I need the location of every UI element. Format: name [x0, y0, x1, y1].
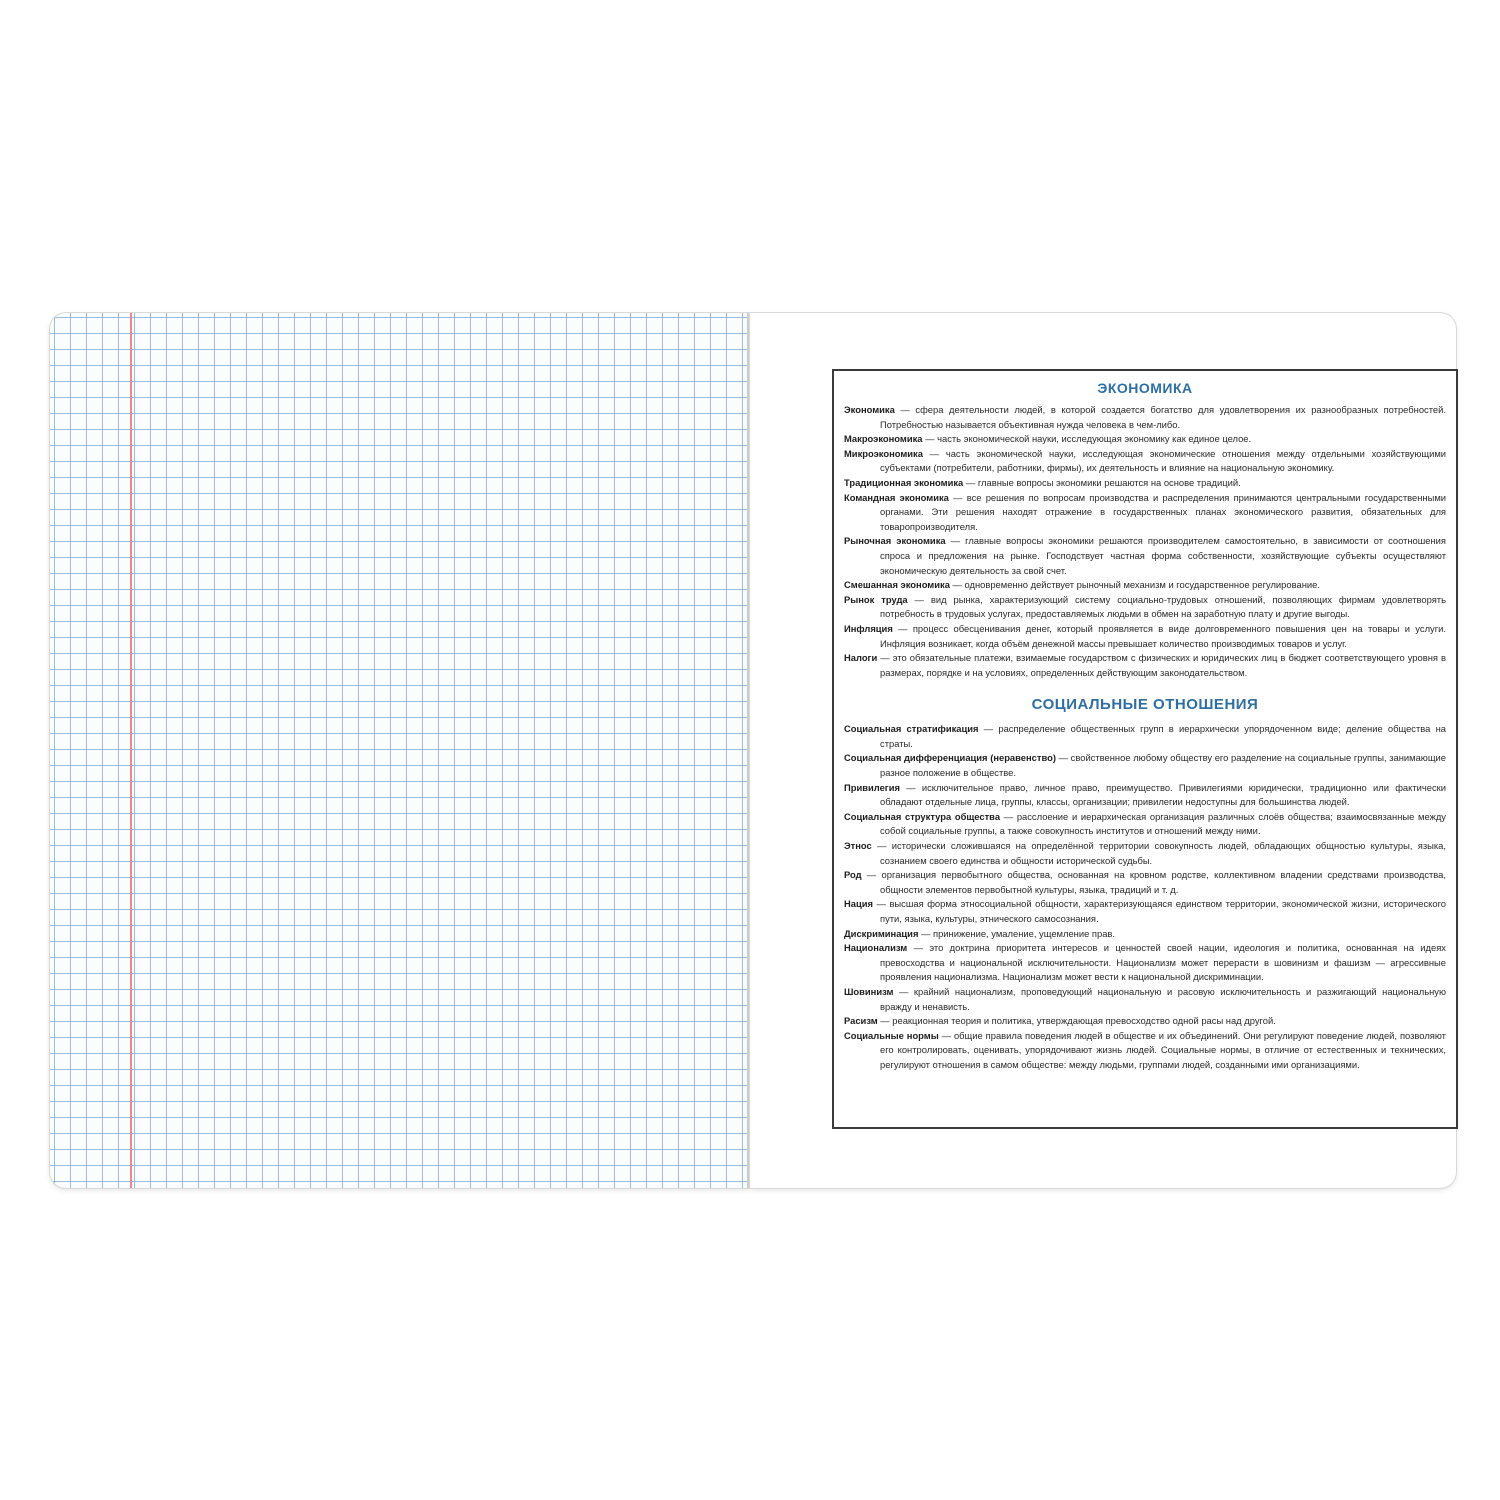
definition-term: Социальная структура общества: [844, 810, 1001, 822]
definition-text: — общие правила поведения людей в обществе и их объединений. Они регулируют поведение людей, позволяют его контролировать, оценивать, упорядочивают жизнь людей. Социальные нормы, в отличие от естественных и технических, регулируют отношения в самом обществе: между людьми, группами людей, созданными ими организациями.: [880, 1029, 1446, 1070]
definition-term: Социальная дифференциация (неравенство): [844, 752, 1056, 764]
definition-term: Национализм: [844, 942, 908, 954]
definition-text: — одновременно действует рыночный механизм и государственное регулирование.: [949, 579, 1320, 591]
definition-entry: [844, 839, 1446, 868]
definition-term: Расизм: [844, 1015, 878, 1027]
economics-list: [844, 403, 1446, 680]
definition-text: — часть экономической науки, исследующая экономику как единое целое.: [922, 433, 1252, 445]
definition-term: Командная экономика: [844, 491, 949, 503]
definition-text: — крайний национализм, проповедующий национальную и расовую исключительность и разжигающий национальную вражду и ненависть.: [880, 985, 1446, 1012]
definition-entry: [844, 491, 1446, 535]
definition-text: — распределение общественных групп в иерархически упорядоченном виде; деление общества на страты.: [880, 723, 1446, 749]
definition-term: Рынок труда: [844, 593, 908, 605]
social-list: [844, 722, 1446, 1072]
definition-term: Макроэкономика: [844, 433, 923, 445]
definition-term: Нация: [844, 898, 873, 910]
definition-term: Социальные нормы: [844, 1029, 939, 1041]
definition-entry: [844, 1014, 1446, 1029]
definition-text: — главные вопросы экономики решаются производителем самостоятельно, в зависимости от соотношения спроса и предложения на рынке. Господствует частная форма собственности, хозяйствующие субъекты осуществляют экономическую деятельность за свой счет.: [880, 535, 1446, 576]
definition-entry: [844, 432, 1446, 447]
definition-entry: [844, 403, 1446, 432]
definition-text: — высшая форма этносоциальной общности, характеризующаяся единством территории, экономической жизни, исторического пути, языка, культуры, этнического самосознания.: [872, 898, 1446, 924]
definition-text: — часть экономической науки, исследующая экономические отношения между отдельными хозяйствующими субъектами (потребители, работники, фирмы), их деятельность и влияние на национальную экономику.: [880, 447, 1446, 474]
definition-entry: [844, 941, 1446, 985]
definition-entry: [844, 927, 1446, 942]
definition-text: — вид рынка, характеризующий систему социально-трудовых отношений, позволяющих фирмам удовлетворять потребность в трудовых услугах, предоставляемых людьми в обмен на заработную плату и другие выгоды.: [880, 593, 1446, 620]
reference-page: [750, 313, 1456, 1188]
definition-text: — это обязательные платежи, взимаемые государством с физических и юридических лиц в бюджет соответствующего уровня в размерах, порядке и на условиях, определенных действующим законодательством.: [877, 652, 1446, 678]
grid-page: [50, 313, 748, 1188]
definition-entry: [844, 534, 1446, 578]
definition-text: — свойственное любому обществу его разделение на социальные группы, занимающие разное положение в обществе.: [880, 752, 1446, 779]
definition-entry: [844, 985, 1446, 1014]
definition-entry: [844, 651, 1446, 680]
definition-entry: [844, 810, 1446, 839]
economics-title: ЭКОНОМИКА: [1097, 380, 1193, 396]
definition-entry: [844, 593, 1446, 622]
definition-text: — реакционная теория и политика, утверждающая превосходство одной расы над другой.: [877, 1015, 1276, 1027]
definition-entry: [844, 868, 1446, 897]
definition-text: — все решения по вопросам производства и распределения принимаются центральными государственными органами. Эти решения находят отражение в государственных планах экономического развития, обязательных для товаропроизводителя.: [880, 491, 1446, 532]
definition-entry: [844, 722, 1446, 751]
definition-entry: [844, 1029, 1446, 1073]
definition-term: Этнос: [844, 840, 872, 852]
definition-term: Дискриминация: [844, 927, 919, 939]
definition-text: — это доктрина приоритета интересов и ценностей своей нации, идеология и политика, основанная на идеях превосходства и национальной исключительности. Национализм может перерасти в шовинизм и фашизм — агрессивные проявления национализма. Национализм может вести к национальной дискриминации.: [880, 942, 1446, 983]
definition-text: — расслоение и иерархическая организация различных слоёв общества; взаимосвязанные между собой социальные группы, а также совокупность институтов и отношений между ними.: [880, 810, 1446, 837]
definition-term: Экономика: [844, 404, 895, 415]
definition-term: Шовинизм: [844, 985, 894, 997]
definition-entry: [844, 447, 1446, 476]
margin-line: [130, 313, 132, 1188]
definition-text: — главные вопросы экономики решаются на основе традиций.: [963, 476, 1241, 488]
definition-entry: [844, 622, 1446, 651]
definition-term: Микроэкономика: [844, 447, 923, 459]
definition-text: — процесс обесценивания денег, который проявляется в виде долговременного повышения цен на товары и услуги. Инфляция возникает, когда объём денежной массы превышает количество производимых товаров и услуг.: [880, 622, 1446, 649]
definition-term: Традиционная экономика: [844, 476, 964, 488]
definition-term: Налоги: [844, 652, 878, 664]
definition-entry: [844, 476, 1446, 491]
definition-text: — организация первобытного общества, основанная на кровном родстве, коллективном владении средствами производства, общности элементов первобытной культуры, языка, традиций и т. д.: [861, 869, 1446, 895]
social-title: СОЦИАЛЬНЫЕ ОТНОШЕНИЯ: [1031, 696, 1259, 714]
definition-text: — исторически сложившаяся на определённой территории совокупность людей, обладающих общностью культуры, языка, сознанием своего единства и общности исторической судьбы.: [871, 840, 1446, 866]
definition-entry: [844, 897, 1446, 926]
definition-entry: [844, 781, 1446, 810]
reference-frame: [832, 369, 1458, 1129]
definition-term: Привилегия: [844, 781, 900, 793]
definition-term: Смешанная экономика: [844, 579, 950, 591]
definition-text: — сфера деятельности людей, в которой создается богатство для удовлетворения их разнообразных потребностей. Потребностью называется объективная нужда человека в чем-либо.: [880, 404, 1446, 430]
definition-text: — исключительное право, личное право, преимущество. Привилегиями юридически, традиционно или фактически обладают отдельные лица, группы, классы, организации; привилегии недоступны для большинства людей.: [880, 781, 1446, 808]
definition-entry: [844, 751, 1446, 780]
definition-entry: [844, 578, 1446, 593]
definition-term: Род: [844, 869, 862, 881]
open-notebook: [50, 313, 1456, 1188]
definition-term: Социальная стратификация: [844, 723, 979, 735]
definition-term: Инфляция: [844, 622, 893, 634]
definition-term: Рыночная экономика: [844, 535, 946, 547]
definition-text: — принижение, умаление, ущемление прав.: [918, 927, 1115, 939]
